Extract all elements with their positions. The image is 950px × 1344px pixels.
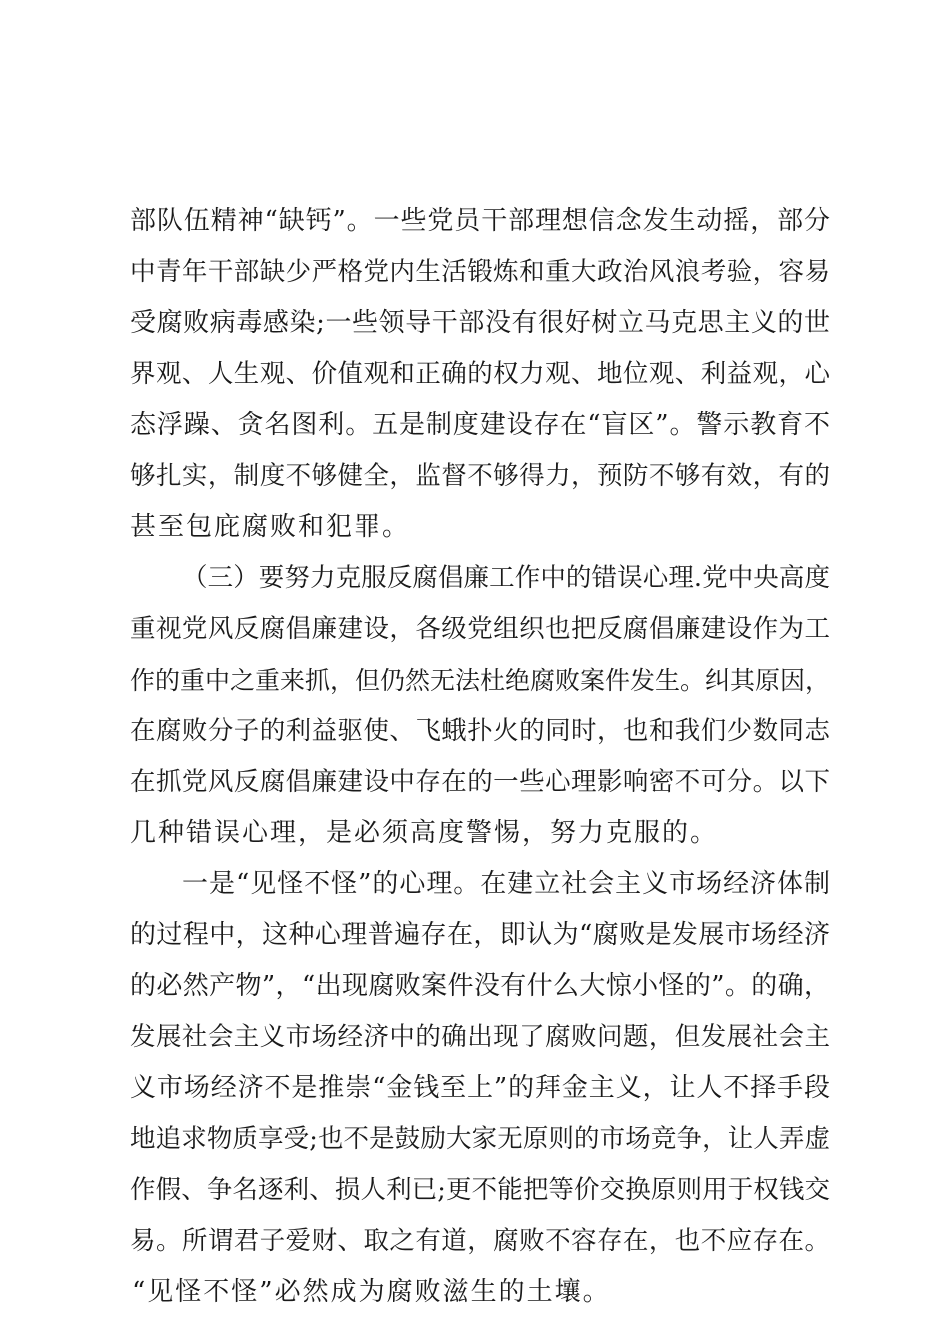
text-line-4: 界观、人生观、价值观和正确的权力观、地位观、利益观，心 [130,359,830,389]
body-text [130,196,830,1318]
text-line-10: 作的重中之重来抓，但仍然无法杜绝腐败案件发生。纠其原因， [130,666,831,695]
text-line-9: 重视党风反腐倡廉建设，各级党组织也把反腐倡廉建设作为工 [130,614,830,644]
text-line-15: 的过程中，这种心理普遍存在，即认为“腐败是发展市场经济 [130,920,830,950]
text-line-19: 地追求物质享受;也不是鼓励大家无原则的市场竞争，让人弄虚 [130,1124,830,1154]
text-line-3: 受腐败病毒感染;一些领导干部没有很好树立马克思主义的世 [130,308,830,338]
text-line-12: 在抓党风反腐倡廉建设中存在的一些心理影响密不可分。以下 [130,767,830,797]
text-line-6: 够扎实，制度不够健全，监督不够得力，预防不够有效，有的 [130,461,830,491]
text-line-16: 的必然产物”，“出现腐败案件没有什么大惊小怪的”。的确， [130,971,830,1001]
text-line-18: 义市场经济不是推崇“金钱至上”的拜金主义，让人不择手段 [130,1073,830,1103]
text-line-7: 甚至包庇腐败和犯罪。 [130,512,411,542]
text-line-13: 几种错误心理，是必须高度警惕，努力克服的。 [130,818,719,848]
text-line-14: 一是“见怪不怪”的心理。在建立社会主义市场经济体制 [182,869,830,899]
text-line-1: 部队伍精神“缺钙”。一些党员干部理想信念发生动摇，部分 [130,206,830,236]
text-line-20: 作假、争名逐利、损人利已;更不能把等价交换原则用于权钱交 [130,1175,830,1205]
text-line-11: 在腐败分子的利益驱使、飞蛾扑火的同时，也和我们少数同志 [130,716,830,746]
text-line-22: “见怪不怪”必然成为腐败滋生的土壤。 [132,1277,611,1307]
text-line-21: 易。所谓君子爱财、取之有道，腐败不容存在，也不应存在。 [130,1226,830,1256]
text-line-17: 发展社会主义市场经济中的确出现了腐败问题，但发展社会主 [130,1022,830,1052]
text-line-8: （三）要努力克服反腐倡廉工作中的错误心理.党中央高度 [182,563,830,593]
text-line-5: 态浮躁、贪名图利。五是制度建设存在“盲区”。警示教育不 [130,410,830,440]
text-line-2: 中青年干部缺少严格党内生活锻炼和重大政治风浪考验，容易 [130,257,830,287]
